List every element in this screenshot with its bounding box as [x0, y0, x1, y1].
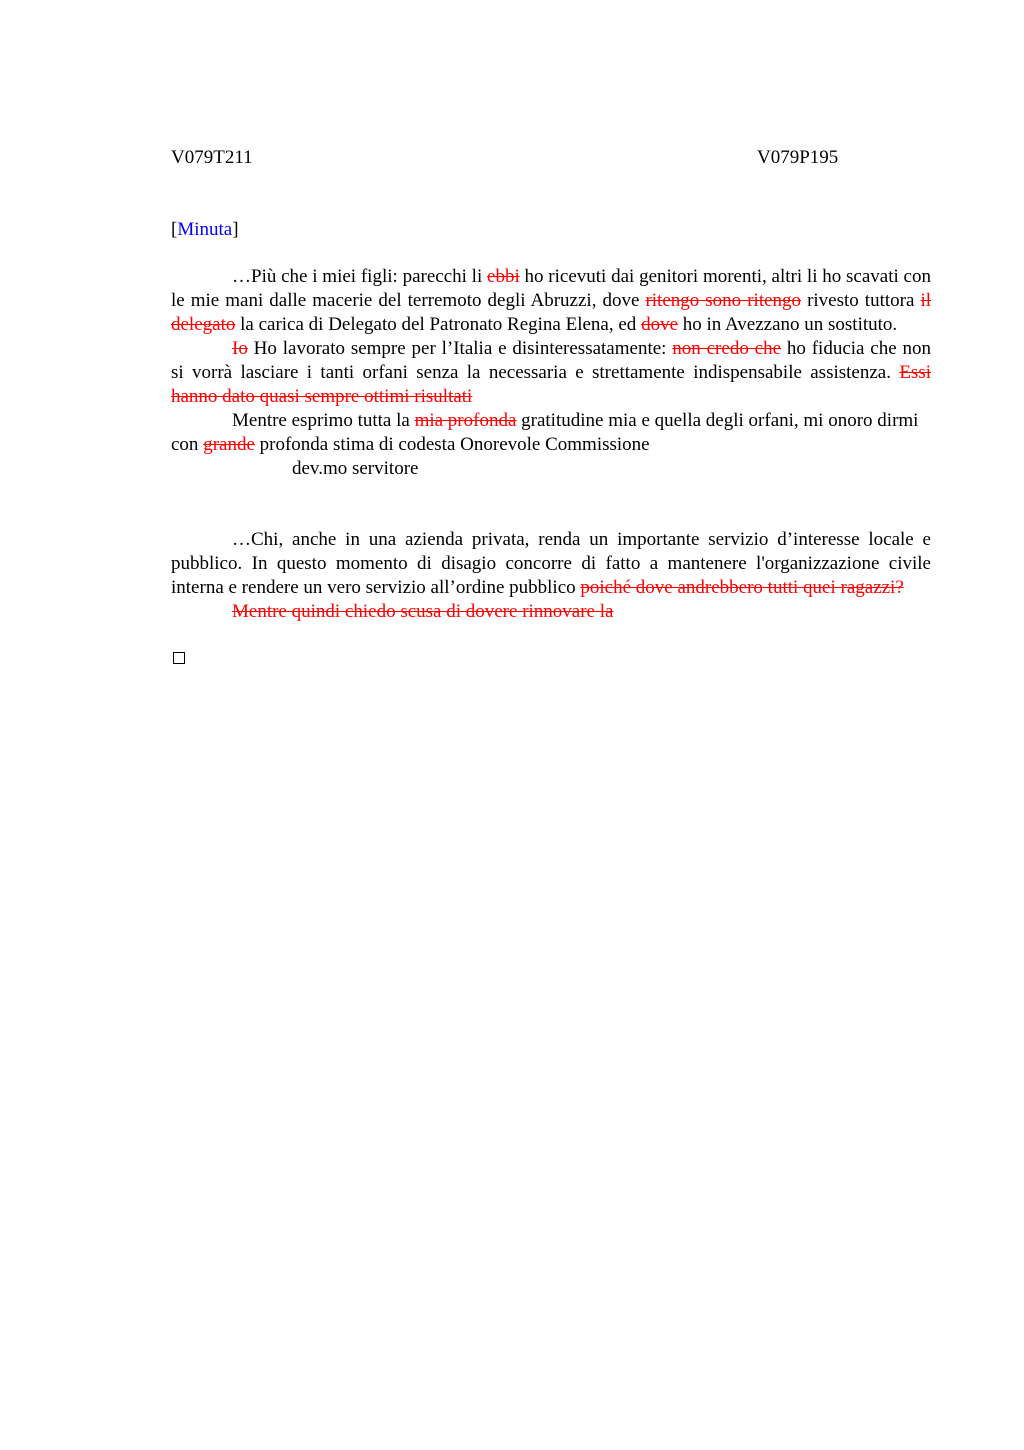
- deleted-text: non credo che: [672, 338, 782, 359]
- text: …Più che i miei figli: parecchi li: [232, 266, 488, 287]
- deleted-text: grande: [203, 434, 255, 455]
- text: Ho lavorato sempre per l’Italia e disinteressatamente:: [247, 338, 673, 359]
- text: ho ricevuti dai genitori morenti, altri li ho scavati con le mie mani dalle macerie del terremoto degli Abruzzi, dove: [171, 266, 931, 311]
- deleted-text: Io: [232, 338, 248, 359]
- deleted-text: Mentre quindi chiedo scusa di dovere rinnovare la: [232, 601, 614, 622]
- end-marker: [171, 647, 931, 671]
- deleted-text: ritengo sono ritengo: [645, 290, 802, 311]
- document-header: [171, 146, 931, 170]
- deleted-text: il delegato: [171, 290, 931, 335]
- deleted-text: dove: [641, 314, 678, 335]
- deleted-text: ebbi: [487, 266, 520, 287]
- text: ho fiducia che non si vorrà lasciare i tanti orfani senza la necessaria e strettamente indispensabile assistenza.: [171, 338, 932, 383]
- signature: dev.mo servitore: [292, 458, 419, 479]
- letter-2: [171, 528, 931, 624]
- checkbox-empty-icon: [173, 652, 185, 664]
- text: rivesto tuttora: [801, 290, 921, 311]
- text: ho in Avezzano un sostituto.: [678, 314, 898, 335]
- document-page: [171, 146, 931, 671]
- text: gratitudine mia e quella degli orfani, mi onoro dirmi con: [171, 410, 919, 455]
- deleted-text: Essi hanno dato quasi sempre ottimi risultati: [171, 362, 931, 407]
- letter-1: [171, 265, 931, 481]
- text: profonda stima di codesta Onorevole Commissione: [254, 434, 650, 455]
- text: …Chi, anche in una azienda privata, renda un importante servizio d’interesse locale e pubblico. In questo momento di disagio concorre di fatto a mantenere l'organizzazione civile interna e rendere un vero servizio all’ordine pubblico: [171, 529, 931, 598]
- letter-1-paragraph-2: [171, 337, 931, 409]
- left-code: V079T211: [171, 147, 253, 168]
- title-bracket-open: [: [171, 219, 178, 240]
- title-label: Minuta: [177, 219, 233, 240]
- letter-2-paragraph-1: [171, 528, 931, 600]
- text: la carica di Delegato del Patronato Regina Elena, ed: [235, 314, 642, 335]
- document-title: [171, 218, 931, 242]
- right-code: V079P195: [757, 147, 839, 168]
- text: Mentre esprimo tutta la: [232, 410, 415, 431]
- title-bracket-close: ]: [232, 219, 239, 240]
- letter-2-paragraph-2: [171, 600, 931, 624]
- deleted-text: mia profonda: [414, 410, 517, 431]
- deleted-text: poiché dove andrebbero tutti quei ragazzi?: [580, 577, 904, 598]
- letter-1-paragraph-3: [171, 409, 931, 457]
- letter-1-paragraph-1: [171, 265, 931, 337]
